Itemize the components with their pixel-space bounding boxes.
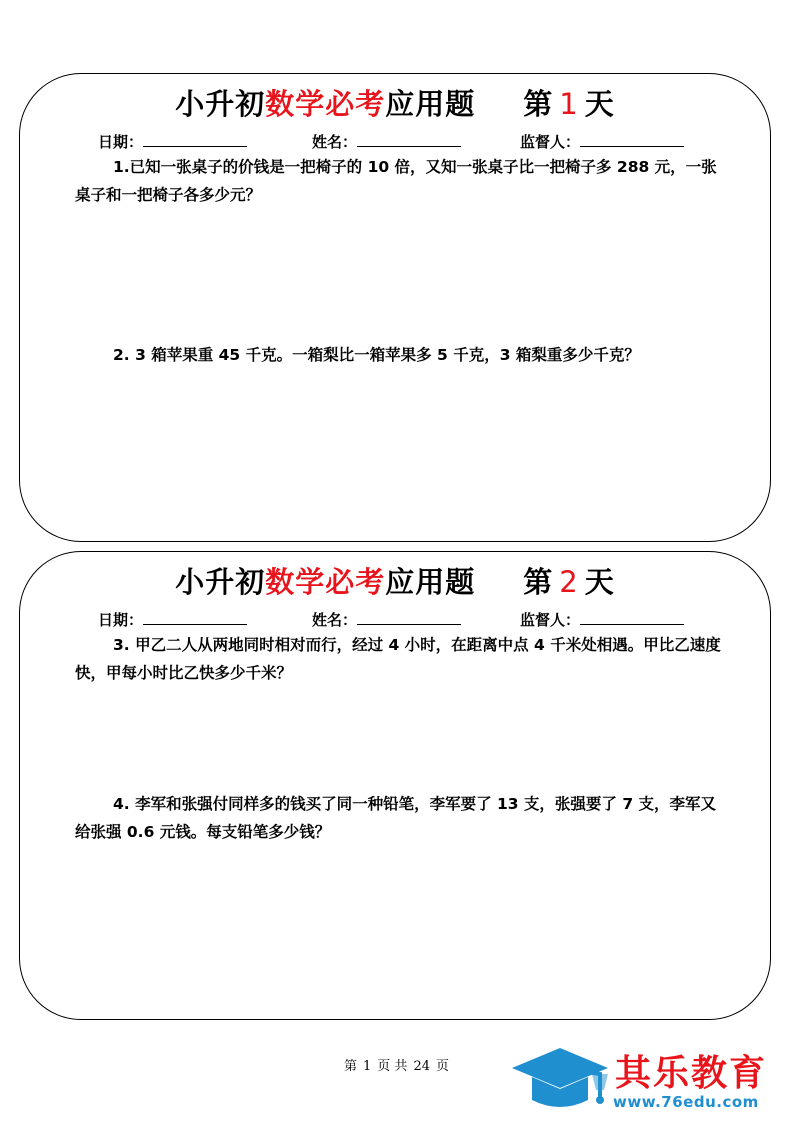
name-label: 姓名：: [312, 611, 358, 629]
card-title: [20, 82, 770, 123]
question-4: 4. 李军和张强付同样多的钱买了同一种铅笔，李军要了 13 支，张强要了 7 支，李军又给张强 0.6 元钱。每支铅笔多少钱？: [75, 795, 717, 841]
question-1: 1.已知一张桌子的价钱是一把椅子的 10 倍，又知一张桌子比一把椅子多 288 元，一张桌子和一把椅子各多少元？: [75, 158, 717, 204]
day-prefix: 第: [523, 565, 554, 599]
day-suffix: 天: [584, 87, 615, 121]
supervisor-label: 监督人：: [520, 133, 581, 151]
date-blank[interactable]: [143, 133, 247, 147]
page-middle: 页 共: [377, 1059, 408, 1074]
date-blank[interactable]: [143, 611, 247, 625]
card-title: [20, 560, 770, 601]
day-number: 2: [559, 565, 579, 599]
date-field[interactable]: [98, 609, 247, 630]
title-suffix: 应用题: [385, 87, 476, 121]
title-highlight: 数学必考: [265, 565, 386, 599]
day-suffix: 天: [584, 565, 615, 599]
title-prefix: 小升初: [175, 565, 266, 599]
name-blank[interactable]: [357, 611, 461, 625]
worksheet-card-day-1: [19, 73, 771, 542]
worksheet-card-day-2: [19, 551, 771, 1020]
brand-name: 其乐教育: [615, 1053, 768, 1094]
supervisor-blank[interactable]: [580, 611, 684, 625]
date-label: 日期：: [98, 133, 144, 151]
question-2: 2. 3 箱苹果重 45 千克。一箱梨比一箱苹果多 5 千克，3 箱梨重多少千克？: [113, 346, 640, 364]
title-highlight: 数学必考: [265, 87, 386, 121]
page-suffix: 页: [435, 1059, 449, 1074]
question-3: 3. 甲乙二人从两地同时相对而行，经过 4 小时，在距离中点 4 千米处相遇。甲比乙速度快，甲每小时比乙快多少千米？: [75, 636, 721, 682]
brand-url: www.76edu.com: [613, 1093, 759, 1111]
page-total: 24: [413, 1059, 430, 1074]
name-label: 姓名：: [312, 133, 358, 151]
page-current: 1: [363, 1059, 372, 1074]
supervisor-blank[interactable]: [580, 133, 684, 147]
supervisor-field[interactable]: [520, 131, 684, 152]
name-field[interactable]: [312, 609, 461, 630]
title-suffix: 应用题: [385, 565, 476, 599]
date-field[interactable]: [98, 131, 247, 152]
supervisor-field[interactable]: [520, 609, 684, 630]
day-number: 1: [559, 87, 579, 121]
day-prefix: 第: [523, 87, 554, 121]
name-field[interactable]: [312, 131, 461, 152]
date-label: 日期：: [98, 611, 144, 629]
name-blank[interactable]: [357, 133, 461, 147]
supervisor-label: 监督人：: [520, 611, 581, 629]
title-prefix: 小升初: [175, 87, 266, 121]
page-prefix: 第: [344, 1059, 358, 1074]
